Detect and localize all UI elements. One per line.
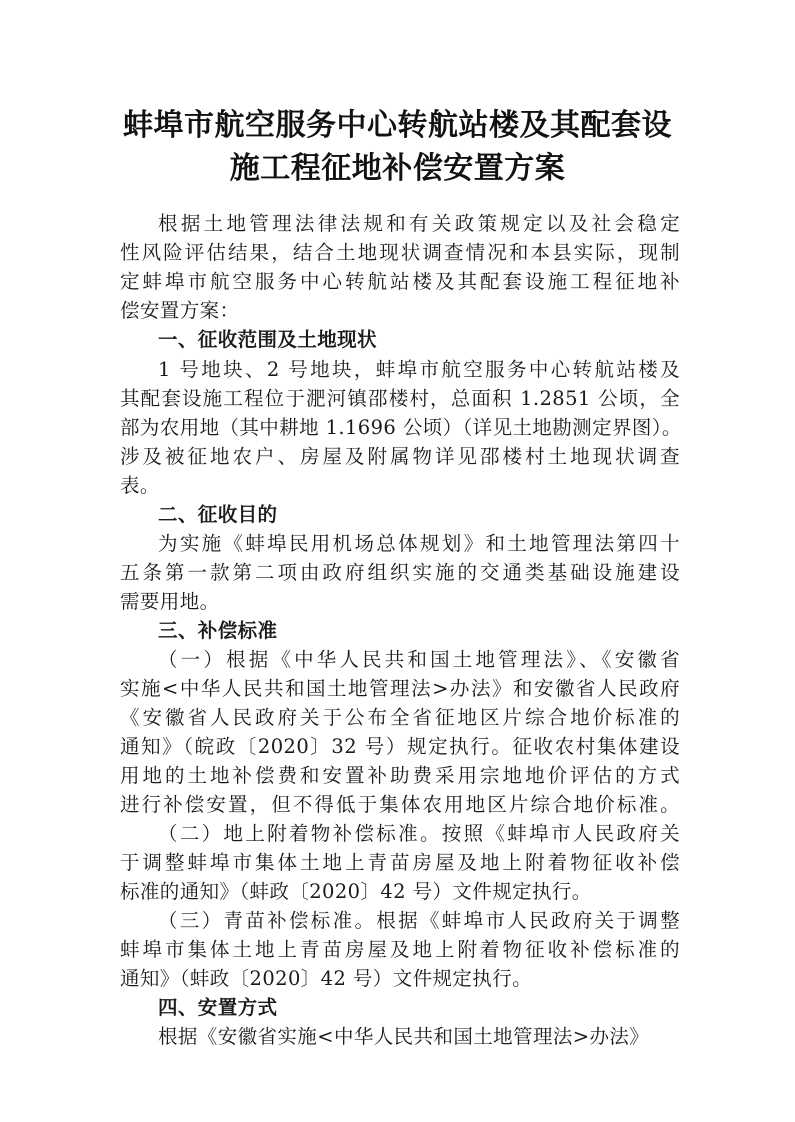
paragraph-line: 1 号地块、2 号地块，蚌埠市航空服务中心转航站楼及 — [158, 358, 680, 381]
paragraph-line: 标准的通知》（蚌政〔2020〕42 号）文件规定执行。 — [120, 880, 592, 903]
section-heading: 三、补偿标准 — [158, 619, 278, 642]
paragraph-line: 表。 — [120, 474, 160, 497]
section-heading: 二、征收目的 — [158, 503, 278, 526]
paragraph-line: 部为农用地（其中耕地 1.1696 公顷）（详见土地勘测定界图）。 — [120, 416, 682, 439]
paragraph-line: 需要用地。 — [120, 590, 220, 613]
paragraph-line: 根据《安徽省实施<中华人民共和国土地管理法>办法》 — [158, 1025, 650, 1048]
paragraph-line: 其配套设施工程位于淝河镇邵楼村，总面积 1.2851 公顷，全 — [120, 387, 680, 410]
paragraph-line: 偿安置方案： — [120, 299, 240, 322]
paragraph-line: 根据土地管理法律法规和有关政策规定以及社会稳定 — [158, 212, 680, 235]
paragraph-line: 实施<中华人民共和国土地管理法>办法》和安徽省人民政府 — [120, 677, 680, 700]
section-heading: 四、安置方式 — [158, 996, 278, 1019]
paragraph-line: 于调整蚌埠市集体土地上青苗房屋及地上附着物征收补偿 — [120, 851, 680, 874]
paragraph-line: 定蚌埠市航空服务中心转航站楼及其配套设施工程征地补 — [120, 270, 680, 293]
paragraph-line: （二）地上附着物补偿标准。按照《蚌埠市人民政府关 — [158, 822, 680, 845]
section-heading: 一、征收范围及土地现状 — [158, 328, 377, 351]
document-title-line-2: 施工程征地补偿安置方案 — [229, 151, 566, 186]
paragraph-line: （三）青苗补偿标准。根据《蚌埠市人民政府关于调整 — [158, 909, 680, 932]
paragraph-line: 五条第一款第二项由政府组织实施的交通类基础设施建设 — [120, 561, 680, 584]
document-title-line-1: 蚌埠市航空服务中心转航站楼及其配套设 — [123, 108, 672, 143]
paragraph-line: 进行补偿安置，但不得低于集体农用地区片综合地价标准。 — [120, 793, 680, 816]
paragraph-line: 通知》（皖政〔2020〕32 号）规定执行。征收农村集体建设 — [120, 735, 680, 758]
paragraph-line: 用地的土地补偿费和安置补助费采用宗地地价评估的方式 — [120, 764, 680, 787]
paragraph-line: 为实施《蚌埠民用机场总体规划》和土地管理法第四十 — [158, 532, 680, 555]
paragraph-line: 通知》（蚌政〔2020〕42 号）文件规定执行。 — [120, 967, 532, 990]
paragraph-line: 《安徽省人民政府关于公布全省征地区片综合地价标准的 — [120, 706, 680, 729]
paragraph-line: 涉及被征地农户、房屋及附属物详见邵楼村土地现状调查 — [120, 445, 680, 468]
paragraph-line: （一）根据《中华人民共和国土地管理法》、《安徽省 — [158, 648, 680, 671]
paragraph-line: 性风险评估结果，结合土地现状调查情况和本县实际，现制 — [120, 241, 680, 264]
paragraph-line: 蚌埠市集体土地上青苗房屋及地上附着物征收补偿标准的 — [120, 938, 680, 961]
